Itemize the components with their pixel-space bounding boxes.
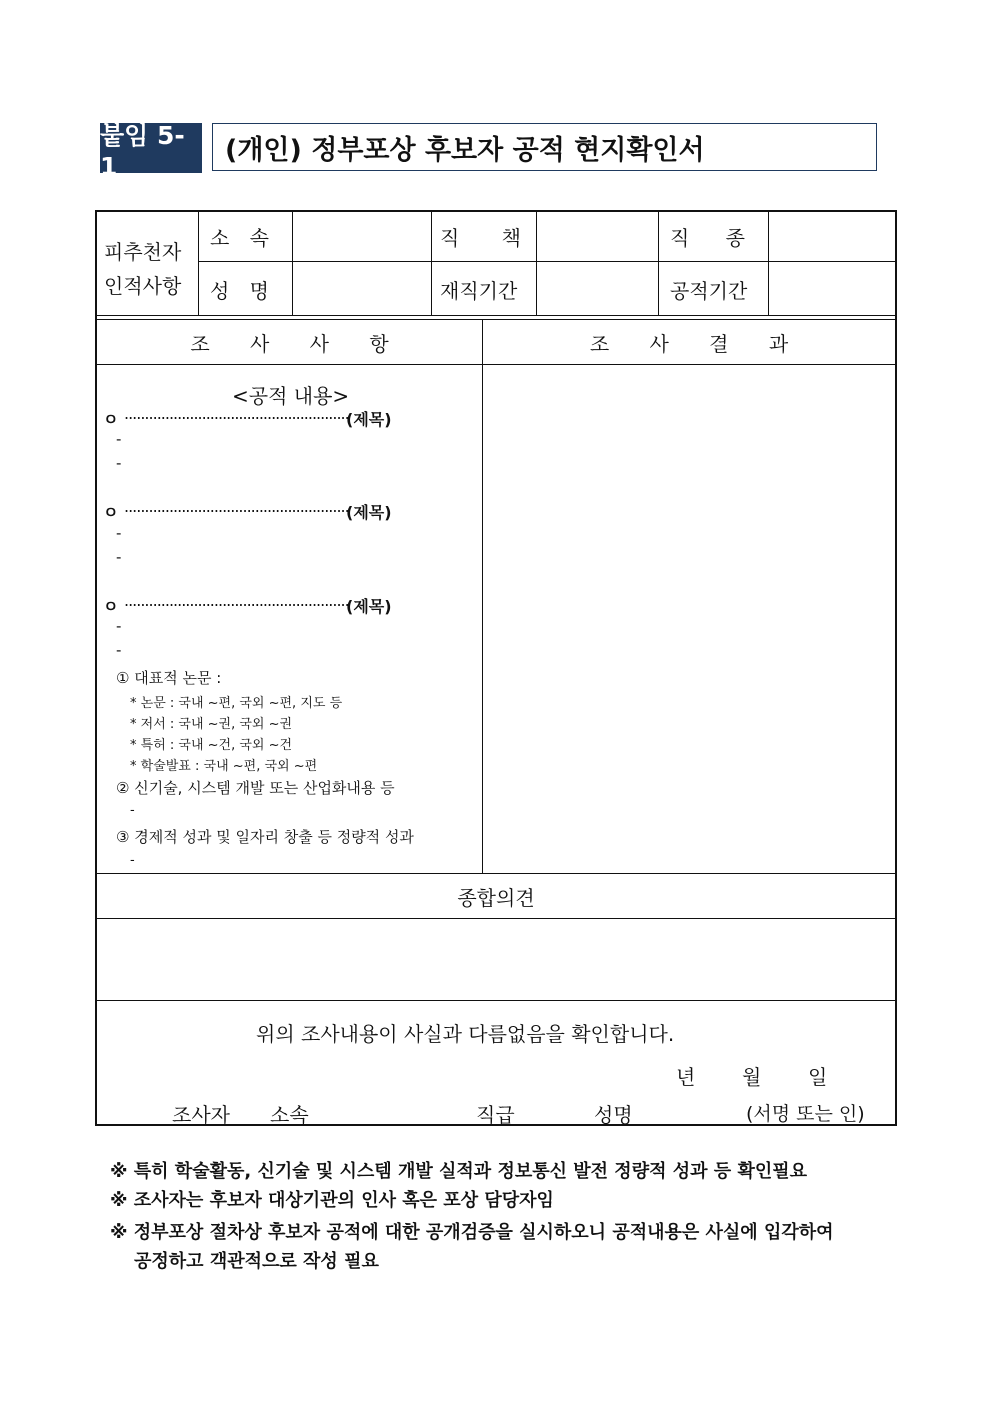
name-value[interactable]	[292, 263, 431, 315]
overall-opinion-area[interactable]	[97, 920, 895, 1000]
rank-label: 직급	[476, 1103, 515, 1127]
divider	[198, 211, 199, 316]
table-top-border	[95, 210, 897, 212]
merit-heading: <공적 내용>	[232, 384, 350, 408]
confirmation-statement: 위의 조사내용이 사실과 다름없음을 확인합니다.	[256, 1022, 675, 1046]
page-title	[212, 123, 877, 171]
signature-label: (서명 또는 인)	[746, 1103, 865, 1125]
table-right-border	[895, 210, 897, 1126]
bullet-3: ㅇ	[103, 597, 119, 616]
dash: -	[116, 524, 122, 542]
dash: -	[130, 803, 135, 818]
presentations-detail: * 학술발표 : 국내 ~편, 국외 ~편	[130, 759, 318, 774]
economic-item: ③ 경제적 성과 및 일자리 창출 등 정량적 성과	[116, 828, 414, 846]
survey-results-header: 조 사 결 과	[589, 331, 789, 356]
books-detail: * 저서 : 국내 ~권, 국외 ~권	[130, 717, 293, 732]
job-type-value[interactable]	[768, 213, 895, 260]
dash: -	[116, 617, 122, 635]
title-text: (개인) 정부포상 후보자 공적 현지확인서	[225, 134, 705, 166]
title-dots-1: .......................................................	[124, 404, 349, 423]
attachment-badge: 붙임 5-1	[100, 123, 202, 173]
title-dots-2: .......................................................	[124, 497, 349, 516]
position-value[interactable]	[536, 213, 658, 260]
divider	[431, 211, 432, 316]
representative-papers: ① 대표적 논문 :	[116, 669, 222, 687]
note-1: ※ 특히 학술활동, 신기술 및 시스템 개발 실적과 정보통신 발전 정량적 성과 등 확인필요	[110, 1161, 807, 1182]
overall-opinion-header: 종합의견	[457, 885, 535, 910]
papers-detail: * 논문 : 국내 ~편, 국외 ~편, 지도 등	[130, 696, 343, 711]
affiliation-label: 소 속	[210, 226, 269, 250]
year-label: 년	[676, 1065, 696, 1089]
dash: -	[116, 641, 122, 659]
divider	[95, 918, 897, 919]
name-label: 성 명	[210, 278, 269, 303]
investigator-affiliation-label: 소속	[270, 1103, 309, 1127]
title-dots-3: .......................................................	[124, 591, 349, 610]
survey-results-area[interactable]	[484, 366, 894, 872]
note-2: ※ 조사자는 후보자 대상기관의 인사 혹은 포상 담당자임	[110, 1190, 554, 1211]
nominee-label-1: 피추천자	[104, 240, 182, 264]
affiliation-value[interactable]	[292, 213, 431, 260]
divider	[658, 211, 659, 316]
title-tag-3: (제목)	[346, 597, 392, 616]
survey-items-header: 조 사 사 항	[190, 331, 389, 356]
divider	[482, 319, 483, 873]
bullet-2: ㅇ	[103, 503, 119, 522]
month-label: 월	[742, 1065, 762, 1089]
dash: -	[116, 548, 122, 566]
dash: -	[116, 430, 122, 448]
note-3-continued: 공정하고 객관적으로 작성 필요	[134, 1251, 379, 1272]
patents-detail: * 특허 : 국내 ~건, 국외 ~건	[130, 738, 293, 753]
position-label: 직 책	[440, 226, 521, 250]
tenure-value[interactable]	[536, 263, 658, 315]
note-3: ※ 정부포상 절차상 후보자 공적에 대한 공개검증을 실시하오니 공적내용은 사실에 입각하여	[110, 1222, 834, 1243]
merit-period-label: 공적기간	[670, 278, 748, 303]
divider	[95, 364, 897, 365]
bullet-1: ㅇ	[103, 410, 119, 429]
day-label: 일	[808, 1065, 828, 1089]
dash: -	[116, 454, 122, 472]
investigator-name-label: 성명	[594, 1103, 633, 1127]
merit-period-value[interactable]	[768, 263, 895, 315]
title-tag-1: (제목)	[346, 410, 392, 429]
tenure-label: 재직기간	[440, 278, 518, 303]
job-type-label: 직 종	[670, 226, 745, 250]
dash: -	[130, 853, 135, 868]
divider	[95, 315, 897, 316]
new-tech-item: ② 신기술, 시스템 개발 또는 산업화내용 등	[116, 779, 395, 797]
title-tag-2: (제목)	[346, 503, 392, 522]
divider	[95, 1000, 897, 1001]
nominee-label-2: 인적사항	[104, 274, 182, 298]
investigator-label: 조사자	[172, 1103, 230, 1127]
divider	[198, 261, 896, 262]
